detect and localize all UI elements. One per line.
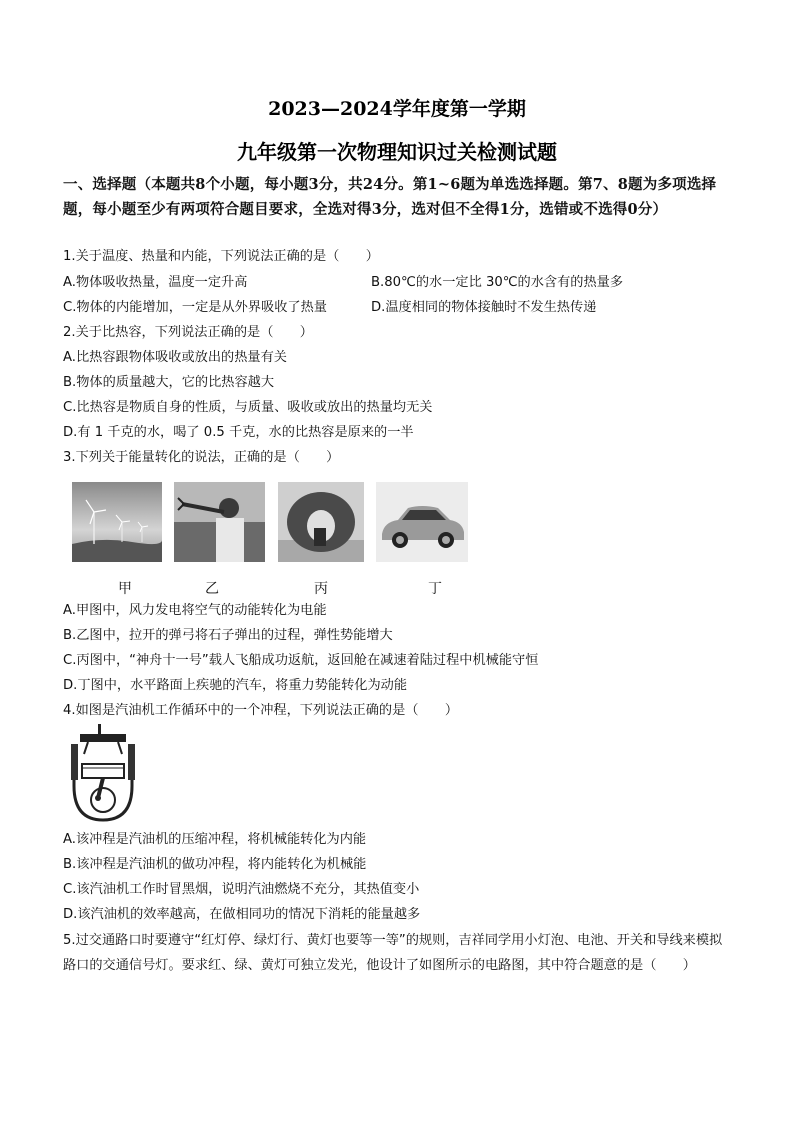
return-capsule-photo (278, 482, 364, 562)
engine-stroke-diagram (70, 724, 136, 824)
q5-stem: 5.过交通路口时要遵守“红灯停、绿灯行、黄灯也要等一等”的规则，吉祥同学用小灯泡、电池、开关和导线来模拟路口的交通信号灯。要求红、绿、黄灯可独立发光，他设计了如图所示的电路图，其中符合题意的是（ ） (63, 933, 723, 973)
caption-jia: 甲 (118, 581, 132, 597)
q2-stem: 2.关于比热容，下列说法正确的是（ ） (63, 325, 313, 340)
q3-stem: 3.下列关于能量转化的说法，正确的是（ ） (63, 450, 340, 465)
q3-option-a: A.甲图中，风力发电将空气的动能转化为电能 (63, 603, 327, 618)
q4-option-d: D.该汽油机的效率越高，在做相同功的情况下消耗的能量越多 (63, 907, 421, 922)
slingshot-photo (174, 482, 265, 562)
q1-option-b: B.80℃的水一定比 30℃的水含有的热量多 (371, 275, 624, 290)
q1-option-c: C.物体的内能增加，一定是从外界吸收了热量 (63, 300, 327, 315)
caption-ding: 丁 (428, 581, 442, 597)
wind-turbine-photo (72, 482, 162, 562)
q4-option-b: B.该冲程是汽油机的做功冲程，将内能转化为机械能 (63, 857, 367, 872)
car-photo (376, 482, 468, 562)
section-instructions: 一、选择题（本题共8个小题，每小题3分，共24分。第1~6题为单选选择题。第7、8题为多项选择题，每小题至少有两项符合题目要求，全选对得3分，选对但不全得1分，选错或不选得0分） (63, 176, 717, 218)
q2-option-c: C.比热容是物质自身的性质，与质量、吸收或放出的热量均无关 (63, 400, 433, 415)
q1-stem: 1.关于温度、热量和内能，下列说法正确的是（ ） (63, 249, 379, 264)
exam-title: 九年级第一次物理知识过关检测试题 (237, 140, 557, 164)
q3-option-c: C.丙图中，“神舟十一号”载人飞船成功返航，返回舱在减速着陆过程中机械能守恒 (63, 653, 539, 668)
caption-yi: 乙 (205, 581, 219, 597)
q4-stem: 4.如图是汽油机工作循环中的一个冲程，下列说法正确的是（ ） (63, 703, 459, 718)
q4-option-a: A.该冲程是汽油机的压缩冲程，将机械能转化为内能 (63, 832, 367, 847)
year-title: 2023—2024学年度第一学期 (268, 98, 526, 120)
q3-option-b: B.乙图中，拉开的弹弓将石子弹出的过程，弹性势能增大 (63, 628, 393, 643)
q4-option-c: C.该汽油机工作时冒黑烟，说明汽油燃烧不充分，其热值变小 (63, 882, 420, 897)
q2-option-a: A.比热容跟物体吸收或放出的热量有关 (63, 350, 287, 365)
q2-option-d: D.有 1 千克的水，喝了 0.5 千克，水的比热容是原来的一半 (63, 425, 414, 440)
caption-bing: 丙 (314, 581, 328, 597)
q1-option-a: A.物体吸收热量，温度一定升高 (63, 275, 248, 290)
q3-option-d: D.丁图中，水平路面上疾驰的汽车，将重力势能转化为动能 (63, 678, 408, 693)
q1-option-d: D.温度相同的物体接触时不发生热传递 (371, 300, 597, 315)
q2-option-b: B.物体的质量越大，它的比热容越大 (63, 375, 275, 390)
